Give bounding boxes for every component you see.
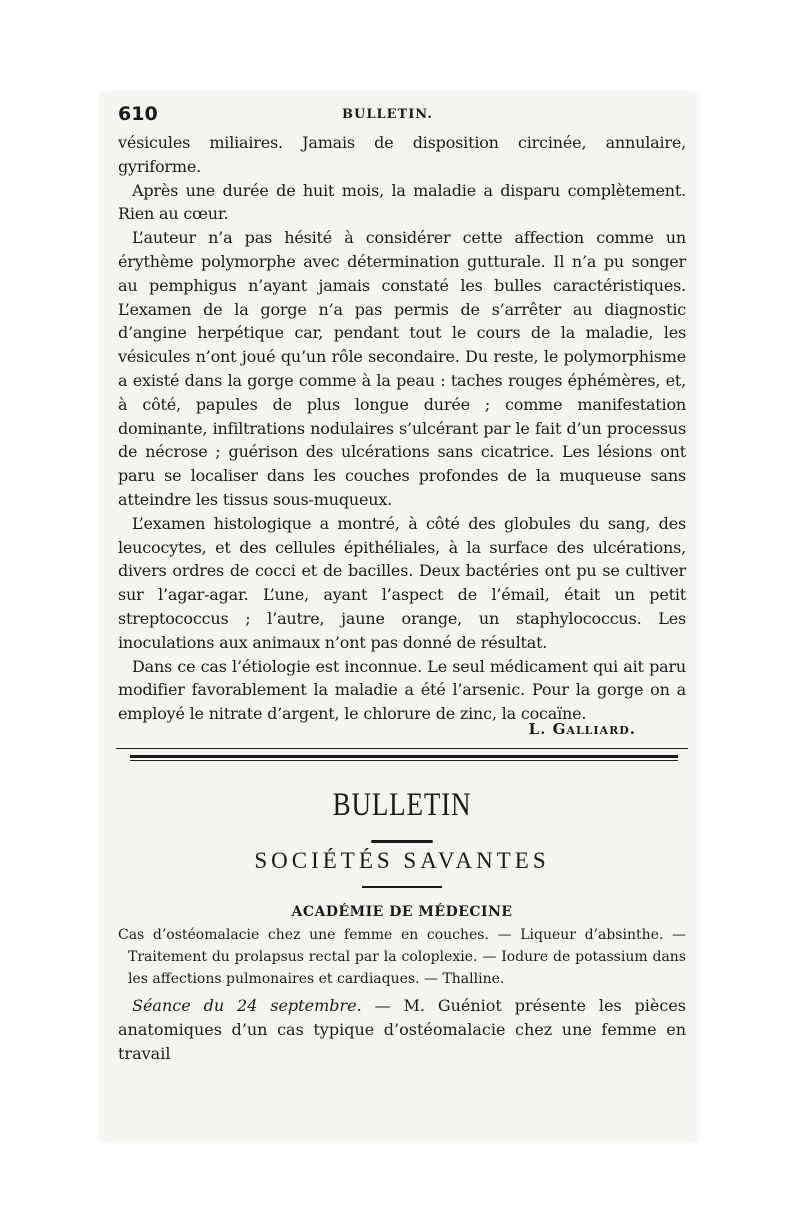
ornament-divider	[118, 828, 686, 838]
page-number: 610	[118, 103, 158, 125]
double-divider-rule	[130, 755, 678, 761]
seance-date-label: Séance du 24 septembre.	[132, 995, 362, 1015]
academy-heading: ACADÉMIE DE MÉDECINE	[291, 903, 513, 920]
running-head	[118, 103, 686, 131]
paragraph-examen: L’examen histologique a montré, à côté des globules du sang, des leucocytes, et des cellules épithéliales, à la surface des ulcérations, divers ordres de cocci et de bacilles. Deux bactéries ont pu se cultiver sur l’agar-agar. L’une, ayant l’aspect de l’émail, était un petit streptococcus ; l’autre, jaune orange, un staphylococcus. Les inoculations aux animaux n’ont pas donné de résultat.	[118, 513, 686, 652]
page-content	[118, 103, 686, 1065]
seance-text: — M. Guéniot présente les pièces anatomiques d’un cas typique d’ostéomalacie chez une femme en travail	[118, 995, 687, 1063]
seance-paragraph	[118, 994, 686, 1065]
section-subtitle: SOCIÉTÉS SAVANTES	[254, 847, 550, 873]
divider-rule	[116, 748, 688, 749]
running-head-title: BULLETIN.	[342, 107, 433, 122]
paragraph-etiologie: Dans ce cas l’étiologie est inconnue. Le seul médicament qui ait paru modifier favorablement la maladie a été l’arsenic. Pour la gorge on a employé le nitrate d’argent, le chlorure de zinc, la cocaïne.	[118, 656, 686, 724]
short-divider	[362, 886, 442, 888]
author-signature: L. Galliard.	[528, 719, 636, 738]
paragraph-duree: Après une durée de huit mois, la maladie a disparu complètement. Rien au cœur.	[118, 180, 686, 224]
session-summary: Cas d’ostéomalacie chez une femme en couches. — Liqueur d’absinthe. — Traitement du prolapsus rectal par la coloplexie. — Iodure de potassium dans les affections pulmonaires et cardiaques. — Thalline.	[118, 926, 686, 987]
paragraph-auteur: L’auteur n’a pas hésité à considérer cette affection comme un érythème polymorphe avec détermination gutturale. Il n’a pu songer au pemphigus n’ayant jamais constaté les bulles caractéristiques. L’examen de la gorge n’a pas permis de s’arrêter au diagnostic d’angine herpétique car, pendant tout le cours de la maladie, les vésicules n’ont joué qu’un rôle secondaire. Du reste, le polymorphisme a existé dans la gorge comme à la peau : taches rouges éphémères, et, à côté, papules de plus longue durée ; comme manifestation dominante, infiltrations nodulaires s’ulcérant par le fait d’un processus de nécrose ; guérison des ulcérations sans cicatrice. Les lésions ont paru se localiser dans les couches profondes de la muqueuse sans atteindre les tissus sous-muqueux.	[118, 228, 686, 509]
bulletin-title: BULLETIN	[332, 786, 472, 823]
paragraph-vesicules: vésicules miliaires. Jamais de disposition circinée, annulaire, gyriforme.	[118, 133, 686, 176]
